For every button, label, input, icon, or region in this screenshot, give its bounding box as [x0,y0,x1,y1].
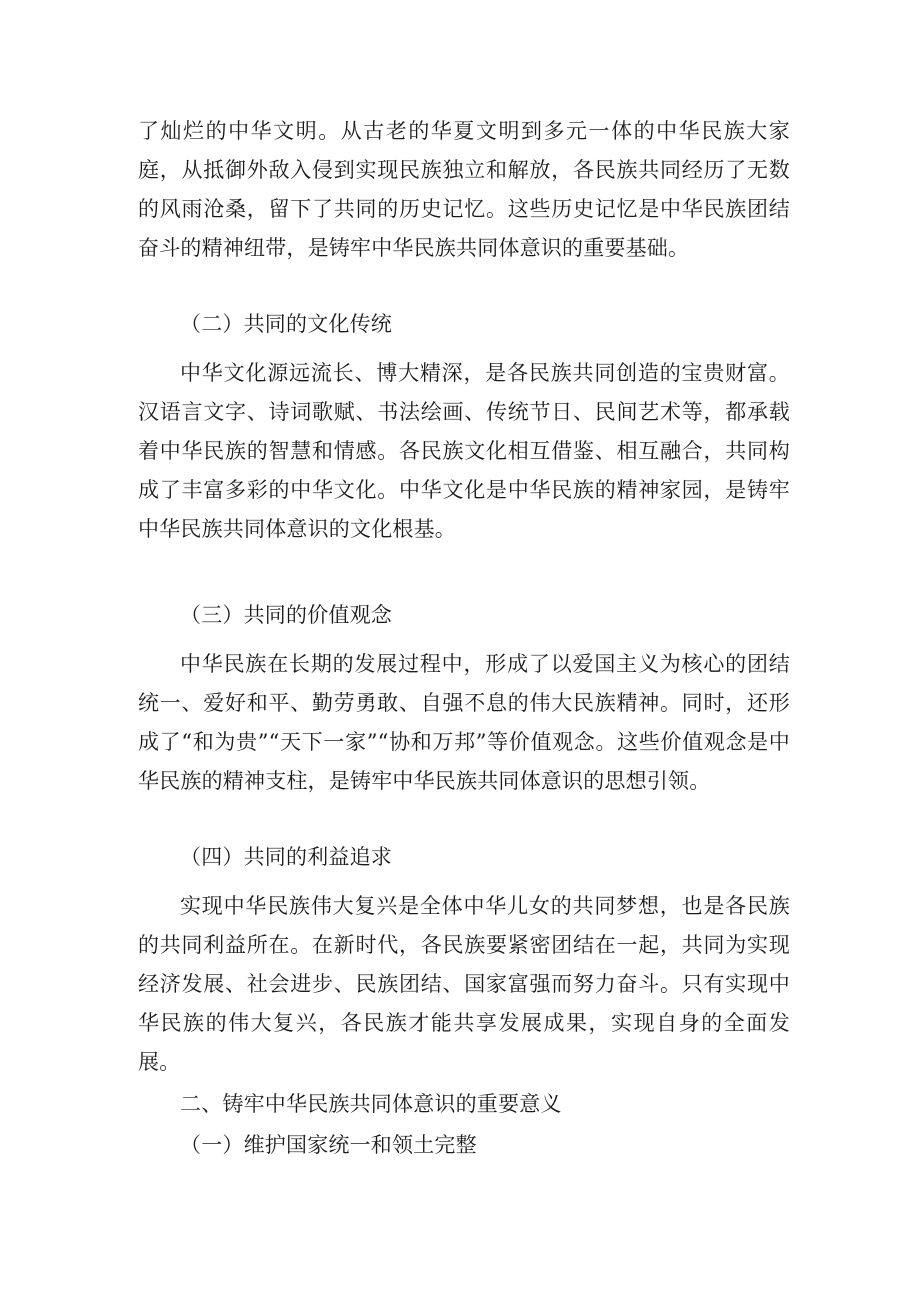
heading-national-unity: （一）维护国家统一和领土完整 [180,1133,477,1157]
heading-cultural-tradition: （二）共同的文化传统 [180,312,392,336]
paragraph-common-interests: 实现中华民族伟大复兴是全体中华儿女的共同梦想，也是各民族的共同利益所在。在新时代，各民族要紧密团结在一起，共同为实现经济发展、社会进步、民族团结、国家富强而努力奋斗。只有实现中华民族的伟大复兴，各民族才能共享发展成果，实现自身的全面发展。 [138,894,790,1074]
paragraph-history-memory: 了灿烂的中华文明。从古老的华夏文明到多元一体的中华民族大家庭，从抵御外敌入侵到实现民族独立和解放，各民族共同经历了无数的风雨沧桑，留下了共同的历史记忆。这些历史记忆是中华民族团结奋斗的精神纽带，是铸牢中华民族共同体意识的重要基础。 [138,119,790,260]
paragraph-value-concepts: 中华民族在长期的发展过程中，形成了以爱国主义为核心的团结统一、爱好和平、勤劳勇敢、自强不息的伟大民族精神。同时，还形成了“和为贵”“天下一家”“协和万邦”等价值观念。这些价值观念是中华民族的精神支柱，是铸牢中华民族共同体意识的思想引领。 [138,652,790,793]
heading-section-two: 二、铸牢中华民族共同体意识的重要意义 [180,1092,562,1116]
paragraph-cultural-tradition: 中华文化源远流长、博大精深，是各民族共同创造的宝贵财富。汉语言文字、诗词歌赋、书法绘画、传统节日、民间艺术等，都承载着中华民族的智慧和情感。各民族文化相互借鉴、相互融合，共同构成了丰富多彩的中华文化。中华文化是中华民族的精神家园，是铸牢中华民族共同体意识的文化根基。 [138,361,790,541]
heading-value-concepts: （三）共同的价值观念 [180,603,392,627]
heading-common-interests: （四）共同的利益追求 [180,845,392,869]
